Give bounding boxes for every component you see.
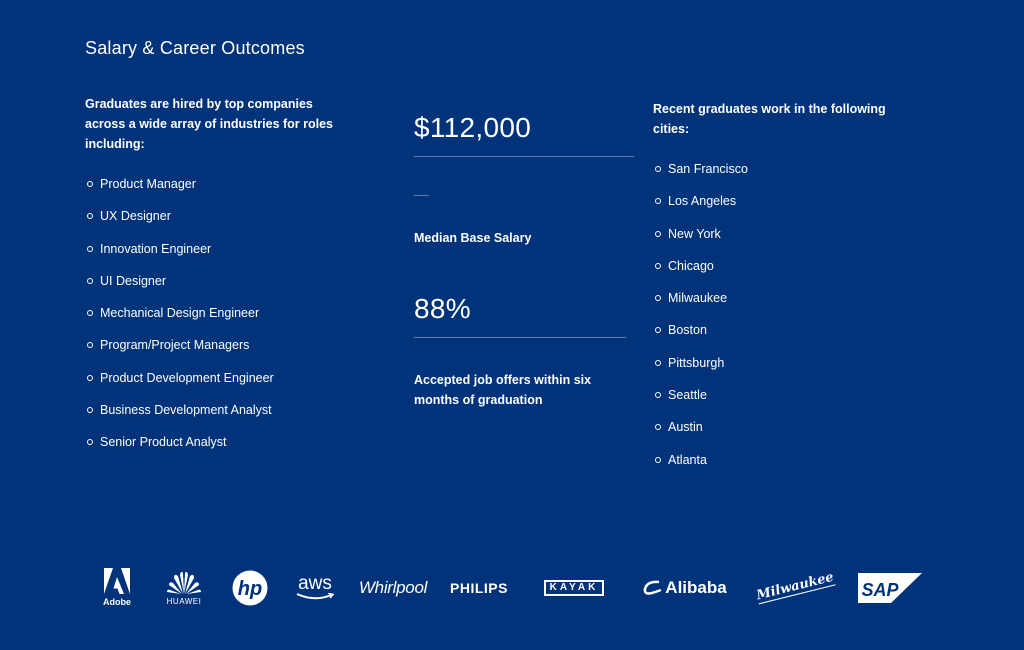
offers-label: Accepted job offers within six months of graduation [414,373,592,407]
sap-logo [858,565,924,610]
salary-value: $112,000 [414,112,532,143]
divider [414,195,429,196]
list-item: Los Angeles [653,194,913,226]
list-item: Program/Project Managers [85,338,355,370]
list-item: Boston [653,323,913,355]
adobe-logo: Adobe [100,565,134,610]
svg-text:hp: hp [237,577,263,600]
alibaba-logo: Alibaba [630,565,740,610]
aws-logo: aws [292,565,338,610]
aws-smile-icon [295,593,335,601]
roles-list [85,177,355,468]
cities-intro: Recent graduates work in the following cities: [653,102,886,136]
list-item: Senior Product Analyst [85,435,355,467]
hp-logo [230,565,270,610]
list-item: Product Development Engineer [85,371,355,403]
list-item: Seattle [653,388,913,420]
adobe-icon [104,568,130,594]
list-item: Pittsburgh [653,356,913,388]
cities-section [653,99,913,485]
stats-section [414,112,634,410]
list-item: Product Manager [85,177,355,209]
list-item: UX Designer [85,209,355,241]
whirlpool-logo: Whirlpool [358,577,428,597]
list-item: San Francisco [653,162,913,194]
huawei-logo: HUAWEI [162,565,206,610]
salary-label: Median Base Salary [414,231,532,245]
list-item: Mechanical Design Engineer [85,306,355,338]
list-item: Atlanta [653,453,913,485]
list-item: Milwaukee [653,291,913,323]
list-item: Innovation Engineer [85,242,355,274]
list-item: Business Development Analyst [85,403,355,435]
svg-text:SAP: SAP [861,579,899,600]
roles-intro: Graduates are hired by top companies across a wide array of industries for roles including: [85,97,334,151]
divider [414,337,626,338]
hp-icon [232,570,268,606]
sap-icon [858,571,924,605]
list-item: Austin [653,420,913,452]
roles-section [85,94,355,468]
divider [414,156,634,157]
company-logos [100,565,930,610]
cities-list [653,162,913,485]
milwaukee-logo: Milwaukee [754,569,835,604]
list-item: New York [653,227,913,259]
philips-logo: PHILIPS [450,579,508,596]
list-item: UI Designer [85,274,355,306]
huawei-icon [166,569,202,595]
offers-value: 88% [414,293,471,324]
list-item: Chicago [653,259,913,291]
page-title: Salary & Career Outcomes [85,38,305,58]
kayak-logo: KAYAK [542,565,606,610]
alibaba-icon [643,580,665,596]
